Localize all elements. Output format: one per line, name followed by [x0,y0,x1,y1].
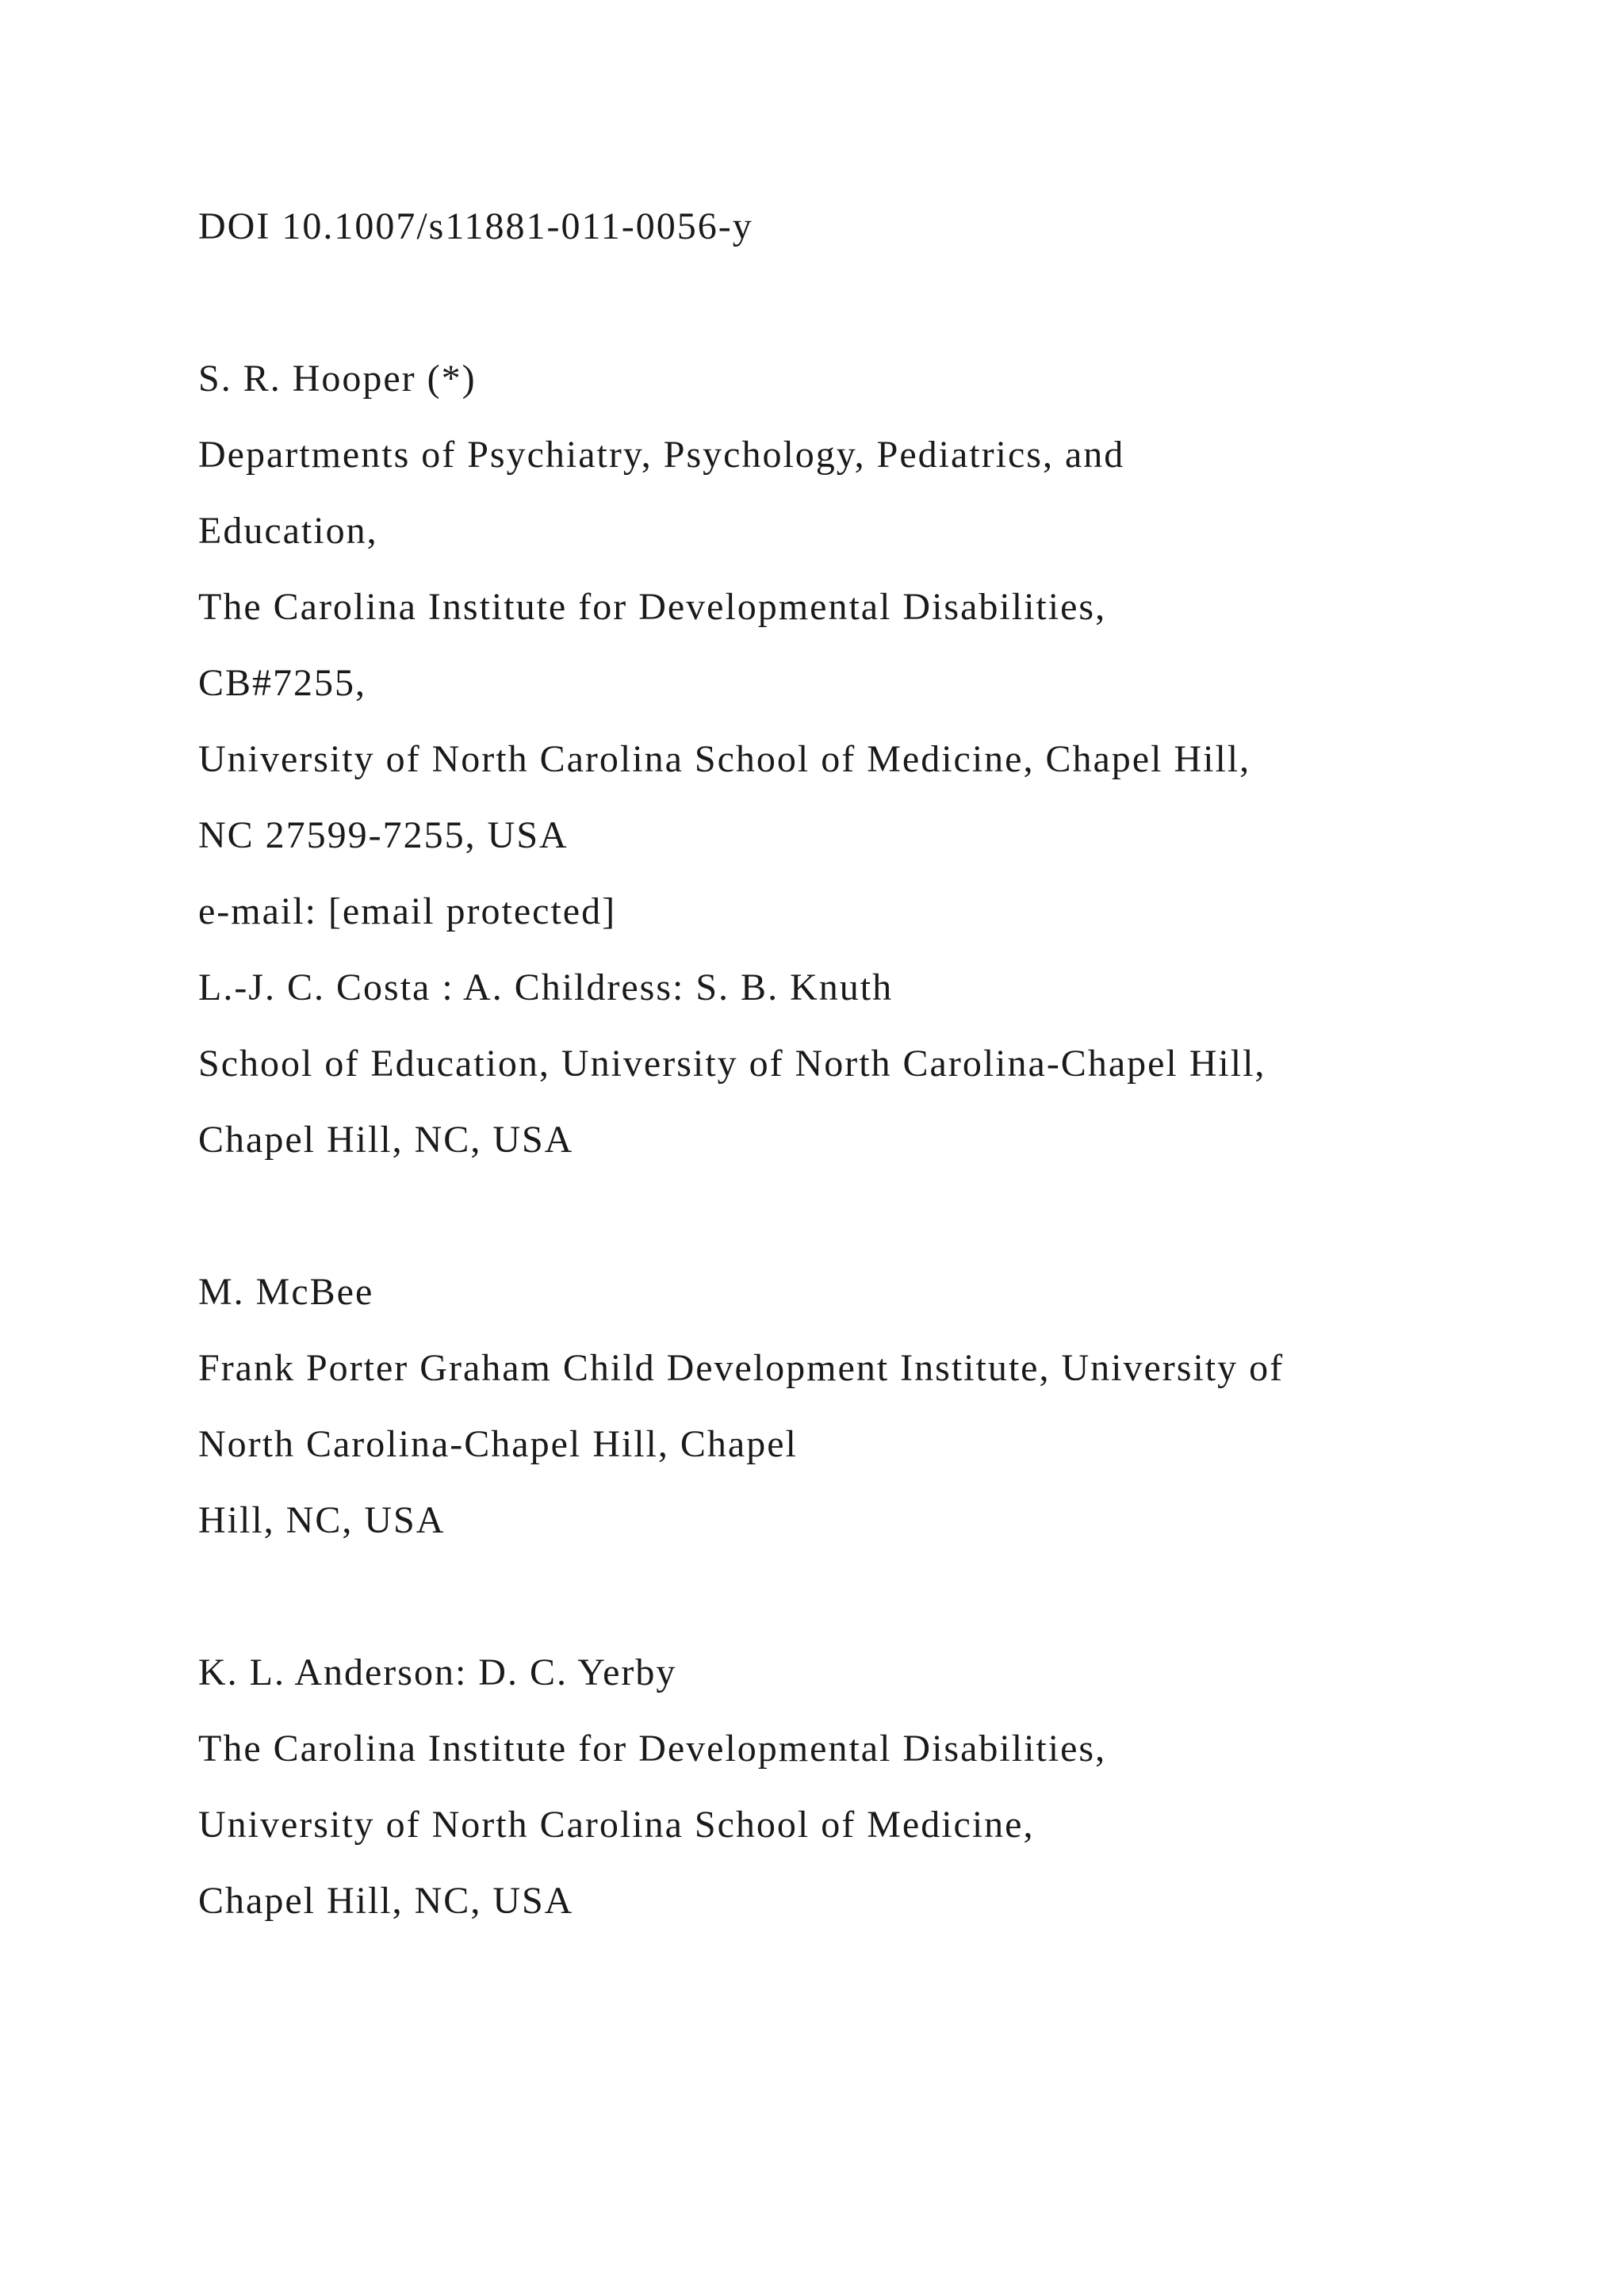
affiliation-line: Education, [198,510,378,552]
affiliation-line: CB#7255, [198,662,367,704]
affiliation-line: North Carolina-Chapel Hill, Chapel [198,1423,798,1465]
email-line: e-mail: [email protected] [198,890,617,932]
author-name: K. L. Anderson: D. C. Yerby [198,1651,677,1693]
author-name: S. R. Hooper (*) [198,358,477,400]
author-block-mcbee [198,1254,1546,1559]
affiliation-line: The Carolina Institute for Developmental Disabilities, [198,1728,1107,1770]
spacer [198,1178,1546,1254]
spacer [198,1559,1546,1635]
affiliation-line: The Carolina Institute for Developmental Disabilities, [198,586,1107,628]
affiliation-line: Chapel Hill, NC, USA [198,1119,574,1161]
doi-line: DOI 10.1007/s11881-011-0056-y [198,205,753,247]
affiliation-line: Departments of Psychiatry, Psychology, Pediatrics, and [198,434,1125,476]
author-block-anderson-yerby [198,1635,1546,1939]
affiliation-line: Hill, NC, USA [198,1499,446,1541]
author-block-hooper [198,341,1546,1178]
author-name: M. McBee [198,1271,374,1313]
affiliation-line: University of North Carolina School of Medicine, Chapel Hill, [198,738,1251,780]
spacer [198,265,1546,341]
affiliation-line: Chapel Hill, NC, USA [198,1880,574,1922]
document-page [198,189,1546,1939]
affiliation-line: Frank Porter Graham Child Development Institute, University of [198,1347,1285,1389]
affiliation-line: School of Education, University of North Carolina-Chapel Hill, [198,1043,1266,1085]
co-author-names: L.-J. C. Costa : A. Childress: S. B. Knuth [198,966,894,1008]
affiliation-line: NC 27599-7255, USA [198,814,569,856]
affiliation-line: University of North Carolina School of Medicine, [198,1804,1035,1846]
